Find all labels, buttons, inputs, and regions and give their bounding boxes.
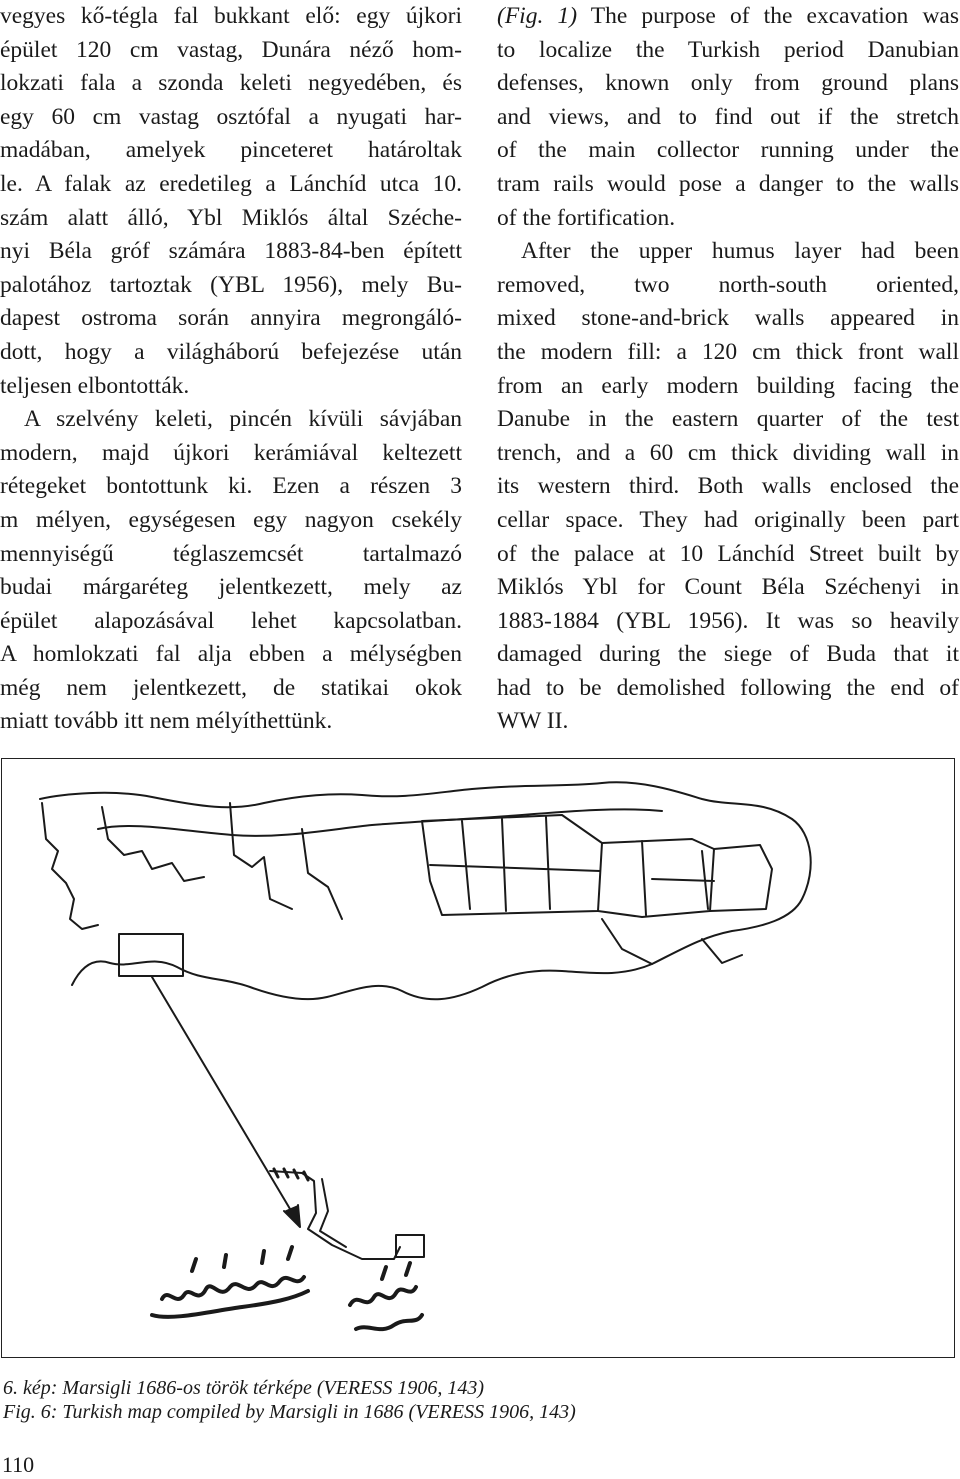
text-line: le. A falak az eredetileg a Lánchíd utca 10.	[0, 170, 462, 197]
figure-frame	[1, 758, 955, 1358]
text-line: modern, majd újkori kerámiával keltezett	[0, 439, 462, 466]
text-line: m mélyen, egységesen egy nagyon csekély	[0, 506, 462, 533]
text-line: mixed stone-and-brick walls appeared in	[497, 305, 959, 332]
figure-caption-english: Fig. 6: Turkish map compiled by Marsigli in 1686 (VERESS 1906, 143)	[3, 1401, 576, 1423]
map-detail-wall	[320, 1179, 346, 1247]
text-line: lokzati fala a szonda keleti negyedében, és	[0, 70, 462, 97]
english-text-column	[497, 0, 959, 739]
text-line: még nem jelentkezett, de statikai okok	[0, 674, 462, 701]
map-wall-line	[602, 919, 742, 964]
map-wall-line	[230, 803, 292, 909]
text-line: tram rails would pose a danger to the walls	[497, 170, 959, 197]
hungarian-text-column	[0, 0, 462, 739]
text-fragment: The purpose of the excavation was	[577, 3, 959, 29]
text-line: mennyiségű téglaszemcsét tartalmazó	[0, 540, 462, 567]
map-script-annotation-2	[350, 1263, 422, 1329]
text-line: of the fortification.	[497, 204, 676, 231]
text-line: its western third. Both walls enclosed the	[497, 473, 959, 500]
figure-caption-hungarian: 6. kép: Marsigli 1686-os török térképe (VERESS 1906, 143)	[3, 1377, 485, 1399]
text-line: teljesen elbontották.	[0, 372, 190, 399]
map-arrow-line	[152, 977, 296, 1219]
text-line: of the palace at 10 Lánchíd Street built by	[497, 540, 959, 567]
text-line: had to be demolished following the end of	[497, 674, 959, 701]
text-line: 1883-1884 (YBL 1956). It was so heavily	[497, 607, 959, 634]
text-line-first	[497, 0, 959, 34]
text-line: damaged during the siege of Buda that it	[497, 641, 959, 668]
text-line: removed, two north-south oriented,	[497, 271, 959, 298]
text-line: dott, hogy a világháború befejezése után	[0, 338, 462, 365]
text-line: palotához tartoztak (YBL 1956), mely Bu-	[0, 271, 462, 298]
text-line: to localize the Turkish period Danubian	[497, 36, 959, 63]
text-line: szám alatt álló, Ybl Miklós által Széche-	[0, 204, 462, 231]
figure-reference: (Fig. 1)	[497, 3, 578, 29]
text-line: nyi Béla gróf számára 1883-84-ben épített	[0, 238, 462, 265]
map-wall-line	[302, 829, 342, 919]
text-line: the modern fill: a 120 cm thick front wall	[497, 338, 959, 365]
text-line: Miklós Ybl for Count Béla Széchenyi in	[497, 574, 959, 601]
map-blocks	[598, 839, 714, 917]
text-line: rétegeket bontottunk ki. Ezen a részen 3	[0, 473, 462, 500]
text-line: budai márgaréteg jelentkezett, mely az	[0, 574, 462, 601]
text-line: of the main collector running under the	[497, 137, 959, 164]
map-blocks	[710, 845, 772, 911]
map-road	[98, 809, 662, 836]
paragraph-start-line: After the upper humus layer had been	[521, 238, 959, 265]
text-line: cellar space. They had originally been part	[497, 506, 959, 533]
text-line: A homlokzati fal alja ebben a mélységben	[0, 641, 462, 668]
text-line: WW II.	[497, 708, 569, 735]
text-line: egy 60 cm vastag osztófal a nyugati har-	[0, 103, 462, 130]
text-line: Danube in the eastern quarter of the test	[497, 406, 959, 433]
page-number: 110	[2, 1452, 35, 1477]
map-blocks	[430, 817, 600, 911]
text-line: miatt tovább itt nem mélyíthettünk.	[0, 708, 333, 735]
map-outline	[40, 782, 811, 999]
text-line: vegyes kő-tégla fal bukkant elő: egy újkori	[0, 3, 462, 29]
map-detail-tower	[396, 1235, 424, 1257]
map-bastion	[102, 807, 204, 881]
map-arrow-head	[284, 1205, 300, 1227]
paragraph-start-line: A szelvény keleti, pincén kívüli sávjában	[24, 406, 462, 433]
text-line: épület 120 cm vastag, Dunára néző hom-	[0, 36, 462, 63]
text-line: madában, amelyek pinceteret határoltak	[0, 137, 462, 164]
text-line: from an early modern building facing the	[497, 372, 959, 399]
map-script-annotation	[152, 1247, 308, 1317]
text-line: defenses, known only from ground plans	[497, 70, 959, 97]
text-line: trench, and a 60 cm thick dividing wall in	[497, 439, 959, 466]
turkish-map-drawing	[2, 759, 954, 1357]
map-bastion	[42, 803, 98, 929]
text-line: and views, and to find out if the stretch	[497, 103, 959, 130]
text-line: épület alapozásával lehet kapcsolatban.	[0, 607, 462, 634]
text-line: dapest ostroma során annyira megrongáló-	[0, 305, 462, 332]
map-highlight-box	[119, 934, 183, 976]
